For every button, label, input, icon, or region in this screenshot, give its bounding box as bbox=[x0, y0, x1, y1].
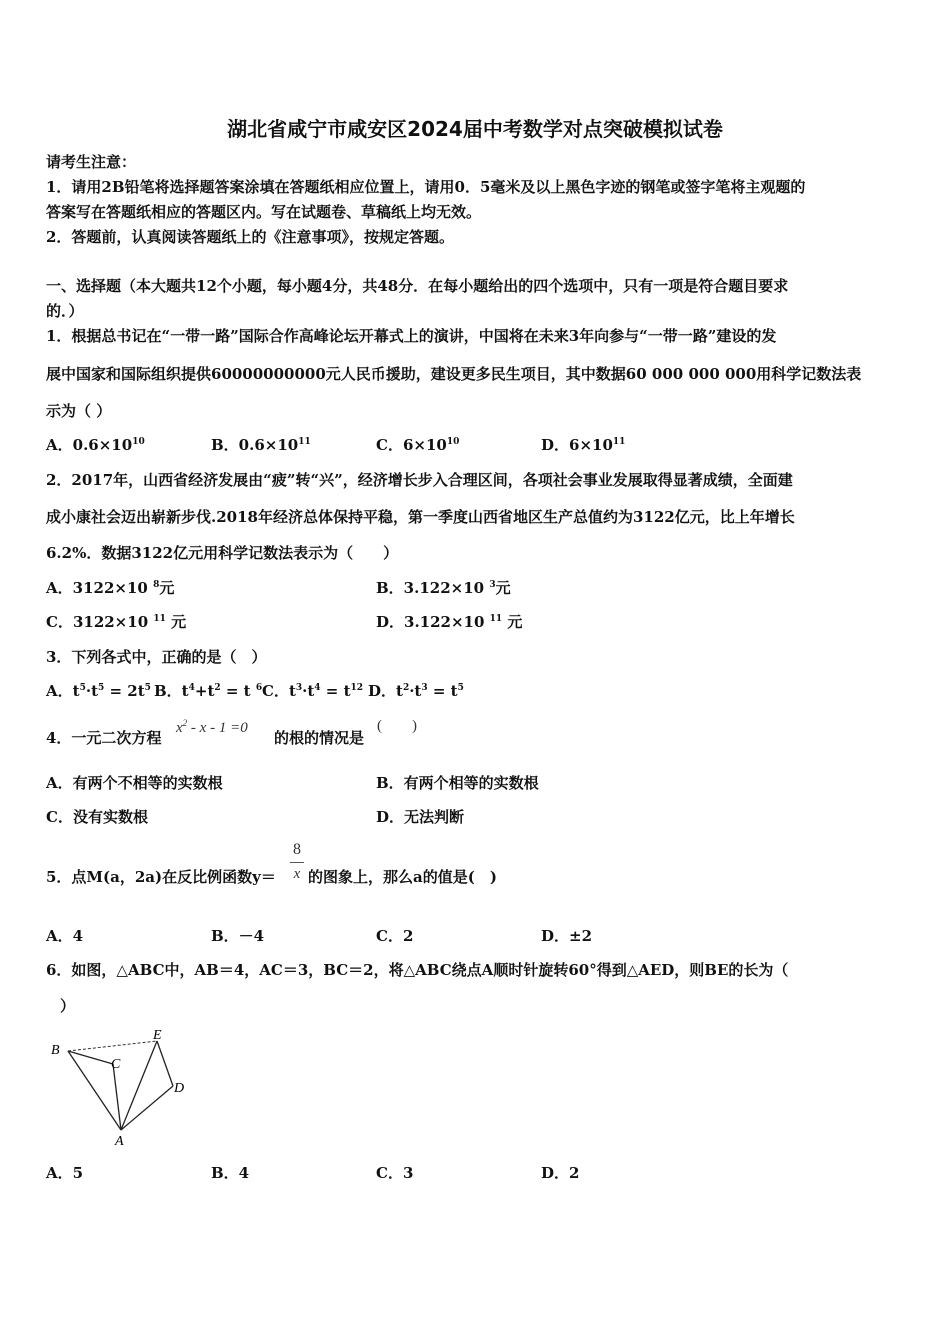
q5-fraction-denominator: x bbox=[293, 866, 301, 882]
q3-option-c: C．$t^3\cdot t^4 = t^{12}$ bbox=[262, 682, 364, 700]
q2-option-a: A．3122×10 $^8$元 bbox=[46, 579, 175, 597]
q2-option-c: C．3122×10 $^{11}$ 元 bbox=[46, 613, 187, 631]
q2-stem-line-1: 2．2017年，山西省经济发展由“疲”转“兴”，经济增长步入合理区间，各项社会事业发展取得显著成绩，全面建 bbox=[46, 471, 793, 489]
q4-option-d: D．无法判断 bbox=[376, 808, 465, 826]
vertex-label-a: A bbox=[115, 1134, 124, 1148]
q6-option-a: A．5 bbox=[46, 1164, 84, 1182]
q1-option-d: D．$6\times 10^{11}$ bbox=[541, 436, 626, 454]
q5-stem-post: 的图象上，那么a的值是( ) bbox=[308, 868, 497, 886]
q2-stem-line-3: 6.2%．数据3122亿元用科学记数法表示为（ ） bbox=[46, 544, 399, 562]
q3-option-d: D．$t^2\cdot t^3 = t^5$ bbox=[368, 682, 464, 700]
q6-stem-line-1: 6．如图，△ABC中，AB＝4，AC＝3，BC＝2，将△ABC绕点A顺时针旋转60°得到△AED，则BE的长为（ bbox=[46, 961, 789, 979]
q1-stem-line-3: 示为（ ） bbox=[46, 402, 112, 420]
q4-option-c: C．没有实数根 bbox=[46, 808, 148, 826]
notice-heading: 请考生注意： bbox=[46, 153, 137, 171]
q4-equation: $x^2 - x - 1 =0$ bbox=[176, 718, 248, 736]
q5-fraction-numerator: 8 bbox=[293, 841, 301, 858]
notice-line-3: 2．答题前，认真阅读答题纸上的《注意事项》，按规定答题。 bbox=[46, 228, 454, 246]
section-heading-line-2: 的．） bbox=[46, 302, 84, 320]
q3-stem: 3．下列各式中，正确的是（ ） bbox=[46, 648, 267, 666]
q2-stem-line-2: 成小康社会迈出崭新步伐.2018年经济总体保持平稳，第一季度山西省地区生产总值约为3122亿元，比上年增长 bbox=[46, 508, 795, 526]
segment-ae bbox=[121, 1041, 157, 1130]
q5-option-a: A．4 bbox=[46, 927, 84, 945]
triangle-rotation-figure bbox=[46, 1026, 192, 1148]
q3-option-b: B．$t^4+t^2 = t$ $^6$ bbox=[154, 682, 263, 700]
q2-option-b: B．3.122×10 $^3$元 bbox=[376, 579, 511, 597]
notice-line-2: 答案写在答题纸相应的答题区内。写在试题卷、草稿纸上均无效。 bbox=[46, 203, 482, 221]
q4-stem-post: 的根的情况是 bbox=[274, 729, 365, 747]
q4-option-b: B．有两个相等的实数根 bbox=[376, 774, 539, 792]
q5-option-c: C．2 bbox=[376, 927, 414, 945]
q4-stem-pre: 4．一元二次方程 bbox=[46, 729, 162, 747]
q6-option-b: B．4 bbox=[211, 1164, 250, 1182]
q5-fraction-bar bbox=[290, 862, 304, 863]
vertex-label-e: E bbox=[153, 1028, 162, 1043]
section-heading-line-1: 一、选择题（本大题共12个小题，每小题4分，共48分．在每小题给出的四个选项中，只有一项是符合题目要求 bbox=[46, 277, 789, 295]
be-dashed-segment bbox=[68, 1041, 157, 1051]
page-title: 湖北省咸宁市咸安区2024届中考数学对点突破模拟试卷 bbox=[227, 117, 723, 141]
segment-ed bbox=[157, 1041, 173, 1086]
q1-option-c: C．$6\times 10^{10}$ bbox=[376, 436, 460, 454]
vertex-label-b: B bbox=[51, 1043, 60, 1058]
vertex-label-c: C bbox=[111, 1057, 121, 1072]
segment-da bbox=[121, 1086, 173, 1130]
q6-stem-line-2: ） bbox=[60, 997, 76, 1015]
q4-paren: ( ) bbox=[377, 718, 417, 734]
q1-option-a: A．$0.6\times 10^{10}$ bbox=[46, 436, 145, 454]
q6-option-d: D．2 bbox=[541, 1164, 580, 1182]
q5-stem-pre: 5．点M(a，2a)在反比例函数y＝ bbox=[46, 868, 276, 886]
q1-stem-line-1: 1．根据总书记在“一带一路”国际合作高峰论坛开幕式上的演讲，中国将在未来3年向参与“一带一路”建设的发 bbox=[46, 327, 777, 345]
q6-option-c: C．3 bbox=[376, 1164, 414, 1182]
vertex-label-d: D bbox=[174, 1081, 185, 1096]
q1-stem-line-2: 展中国家和国际组织提供60000000000元人民币援助，建设更多民生项目，其中数据60 000 000 000用科学记数法表 bbox=[46, 365, 862, 383]
q4-option-a: A．有两个不相等的实数根 bbox=[46, 774, 223, 792]
q5-option-d: D．±2 bbox=[541, 927, 593, 945]
q1-option-b: B．$0.6\times 10^{11}$ bbox=[211, 436, 311, 454]
notice-line-1: 1．请用2B铅笔将选择题答案涂填在答题纸相应位置上，请用0．5毫米及以上黑色字迹的钢笔或签字笔将主观题的 bbox=[46, 178, 806, 196]
q5-option-b: B．－4 bbox=[211, 927, 265, 945]
q3-option-a: A．$t^5\cdot t^5 = 2t^5$ bbox=[46, 682, 151, 700]
q2-option-d: D．3.122×10 $^{11}$ 元 bbox=[376, 613, 523, 631]
